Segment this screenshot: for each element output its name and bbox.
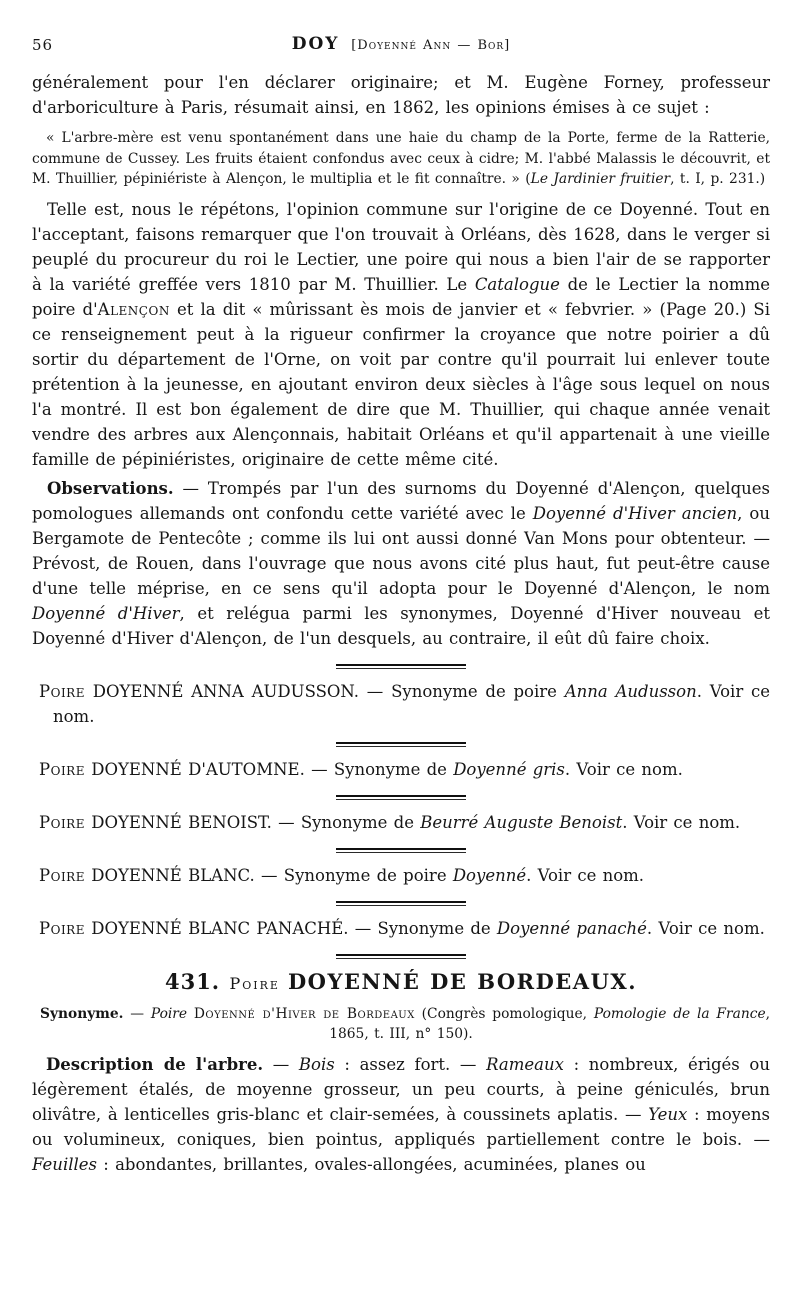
divider-rule (336, 954, 466, 959)
divider-rule (336, 795, 466, 800)
section-heading-doyenne-de-bordeaux: 431. Poire DOYENNÉ DE BORDEAUX. (164, 968, 638, 994)
section-description-arbre: Description de l'arbre. — Bois : assez fort. — Rameaux : nombreux, érigés ou légèrement étalés, de moyenne grosseur, un peu courts, à peine géniculés, brun olivâtre, à lenticelles gris-blanc et clair-semées, à coussinets aplatis. — Yeux : moyens ou volumineux, coniques, bien pointus, appliqués partiellement contre le bois. — Feuilles : abondantes, brillantes, ovales-allongées, acuminées, planes ou (32, 1054, 770, 1174)
synonym-entry-benoist: Poire DOYENNÉ BENOIST. — Synonyme de Beurré Auguste Benoist. Voir ce nom. (39, 812, 741, 832)
synonym-entry-blanc: Poire DOYENNÉ BLANC. — Synonyme de poire Doyenné. Voir ce nom. (39, 865, 645, 885)
paragraph-origin: Telle est, nous le répétons, l'opinion commune sur l'origine de ce Doyenné. Tout en l'acceptant, faisons remarquer que l'on trouvait à Orléans, dès 1628, dans le verger si peuplé du procureur du roi le Lectier, une poire qui nous a bien l'air de se rapporter à la variété greffée vers 1810 par M. Thuillier. Le Catalogue de le Lectier la nomme poire d'Alençon et la dit « mûrissant ès mois de janvier et « febvrier. » (Page 20.) Si ce renseignement peut à la rigueur confirmer la croyance que notre poirier a dû sortir du département de l'Orne, on voit par contre qu'il pourrait lui enlever toute prétention à la jeunesse, en ajoutant environ deux siècles à l'âge sous lequel on nous l'a montré. Il est bon également de dire que M. Thuillier, qui chaque année venait vendre des arbres aux Alençonnais, habitait Orléans et qu'il appartenait à une vieille famille de pépiniéristes, originaire de cette même cité. (32, 199, 770, 469)
synonym-entry-anna-audusson: Poire DOYENNÉ ANNA AUDUSSON. — Synonyme de poire Anna Audusson. Voir ce nom. (39, 681, 770, 726)
running-title-range: [Doyenné Ann — Bor] (351, 38, 511, 53)
running-title (32, 34, 770, 54)
divider-rule (336, 742, 466, 747)
divider-rule (336, 848, 466, 853)
page-number: 56 (32, 36, 54, 54)
divider-rule (336, 664, 466, 669)
running-title-main: DOY (291, 34, 340, 54)
paragraph-observations: Observations. — Trompés par l'un des surnoms du Doyenné d'Alençon, quelques pomologues allemands ont confondu cette variété avec le Doyenné d'Hiver ancien, ou Bergamote de Pentecôte ; comme ils lui ont aussi donné Van Mons pour obtenteur. — Prévost, de Rouen, dans l'ouvrage que nous avons cité plus haut, fut peut-être cause d'une telle méprise, en ce sens qu'il adopta pour le Doyenné d'Alençon, le nom Doyenné d'Hiver, et relégua parmi les synonymes, Doyenné d'Hiver nouveau et Doyenné d'Hiver d'Alençon, de l'un desquels, au contraire, il eût dû faire choix. (32, 478, 771, 648)
section-synonyme: Synonyme. — Poire Doyenné d'Hiver de Bordeaux (Congrès pomologique, Pomologie de la France, 1865, t. III, n° 150). (40, 1005, 770, 1042)
paragraph-intro: généralement pour l'en déclarer originaire; et M. Eugène Forney, professeur d'arboriculture à Paris, résumait ainsi, en 1862, les opinions émises à ce sujet : (32, 73, 770, 117)
synonym-entry-automne: Poire DOYENNÉ D'AUTOMNE. — Synonyme de Doyenné gris. Voir ce nom. (39, 759, 683, 779)
synonym-entry-blanc-panache: Poire DOYENNÉ BLANC PANACHÉ. — Synonyme de Doyenné panaché. Voir ce nom. (39, 918, 765, 938)
running-header (32, 34, 770, 56)
divider-rule (336, 901, 466, 906)
blockquote-origin-story: « L'arbre-mère est venu spontanément dans une haie du champ de la Porte, ferme de la Ratterie, commune de Cussey. Les fruits étaient confondus avec ceux à cidre; M. l'abbé Malassis le découvrit, et M. Thuillier, pépiniériste à Alençon, le multiplia et le fit connaître. » (Le Jardinier fruitier, t. I, p. 231.) (32, 130, 770, 187)
